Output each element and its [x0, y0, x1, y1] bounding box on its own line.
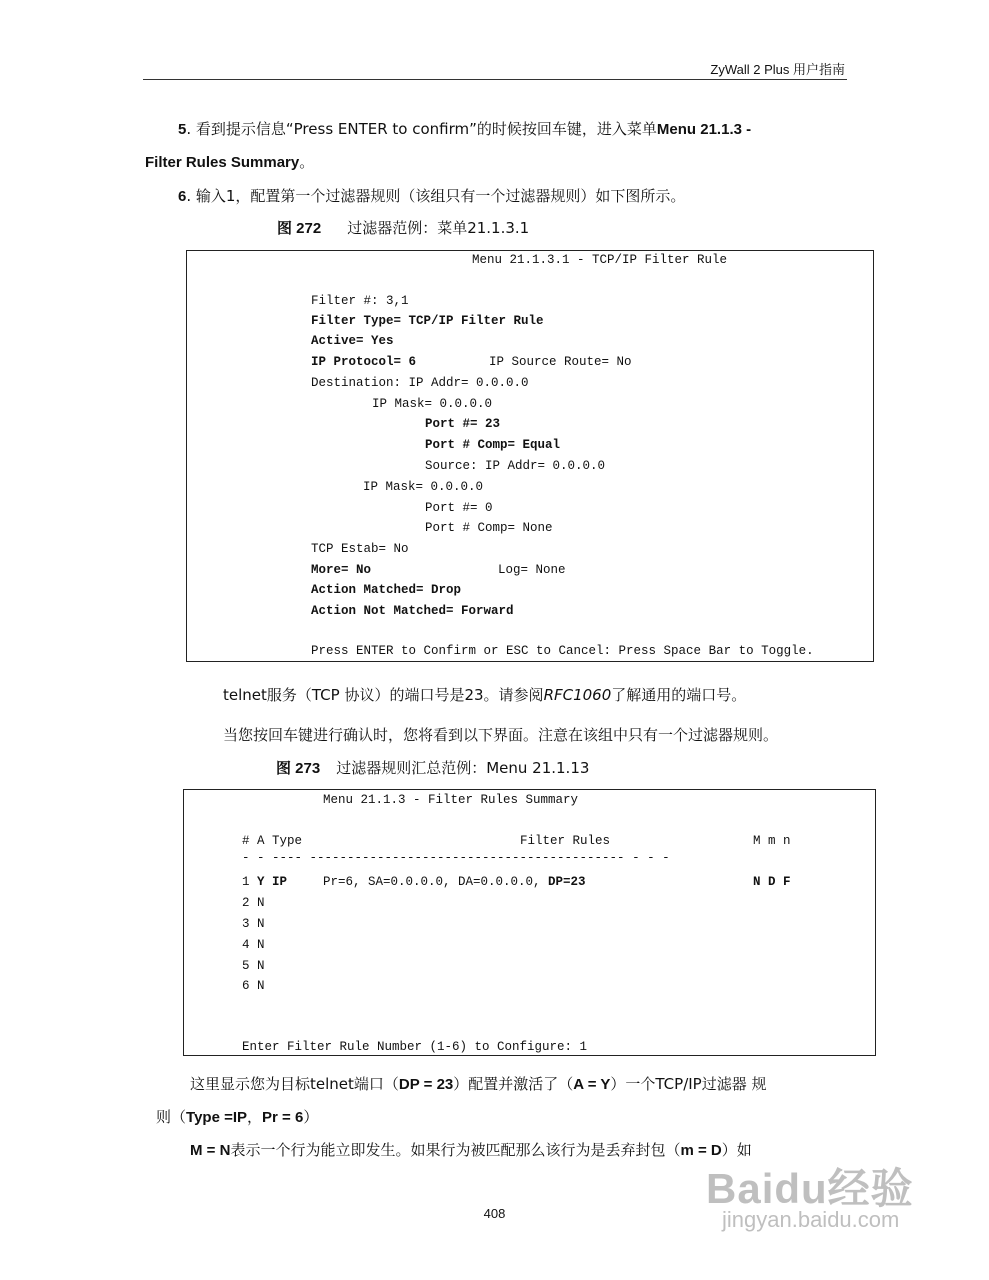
menu-screen-21-1-3-1 [186, 250, 874, 662]
step-6-text: . 输入1，配置第一个过滤器规则（该组只有一个过滤器规则）如下图所示。 [186, 187, 686, 205]
screen1-tcp-estab: TCP Estab= No [311, 542, 409, 556]
step-5 [178, 118, 751, 139]
screen2-col-m: M m n [753, 834, 791, 848]
para-summary-a: 这里显示您为目标telnet端口（ [190, 1075, 399, 1093]
watermark-logo-text: Baidu经验 [706, 1165, 914, 1212]
para-m-n-bold: M = N [190, 1142, 231, 1159]
para-m-d-bold: m = D [680, 1142, 722, 1159]
screen2-row-5: 5 N [242, 959, 265, 973]
step-5-end: 。 [299, 153, 315, 171]
screen1-source: Source: IP Addr= 0.0.0.0 [425, 459, 606, 473]
screen1-log: Log= None [498, 563, 566, 577]
screen1-action-matched: Action Matched= Drop [311, 583, 462, 597]
figure-273-label: 图 273 [276, 760, 321, 777]
figure-273-title: 过滤器规则汇总范例：Menu 21.1.13 [336, 759, 590, 777]
screen1-dest-mask: IP Mask= 0.0.0.0 [372, 397, 493, 411]
screen1-src-port-comp: Port # Comp= None [425, 521, 553, 535]
screen2-row-3: 3 N [242, 917, 265, 931]
screen1-prompt: Press ENTER to Confirm or ESC to Cancel: Press Space Bar to Toggle. [311, 644, 814, 658]
step-5-continued [145, 151, 314, 172]
screen2-row-1-dp: DP=23 [548, 875, 586, 889]
screen2-col-num-type: # A Type [242, 834, 303, 848]
screen1-more: More= No [311, 563, 372, 577]
para-summary-c: ）配置并激活了（ [453, 1075, 574, 1093]
step-6-number: 6 [178, 188, 187, 205]
screen1-dest-port: Port #= 23 [425, 417, 501, 431]
header-rule [143, 79, 847, 80]
para-summary-type: Type =IP [186, 1109, 248, 1126]
step-5-text: . 看到提示信息“Press ENTER to confirm”的时候按回车键，进入菜单 [186, 120, 657, 138]
para-telnet-text: telnet服务（TCP 协议）的端口号是23。请参阅 [223, 686, 544, 704]
screen2-row-1-rules: Pr=6, SA=0.0.0.0, DA=0.0.0.0, [323, 875, 541, 889]
menu-screen-21-1-3 [183, 789, 876, 1056]
screen2-dashes: - - ---- ------------------------------------------ - - - [242, 851, 670, 865]
page-header: ZyWall 2 Plus 用户指南 [710, 62, 845, 77]
screen2-row-2: 2 N [242, 896, 265, 910]
para-telnet [223, 684, 746, 705]
para-summary-g: ） [303, 1108, 319, 1126]
screen1-filter-num: Filter #: 3,1 [311, 294, 409, 308]
figure-272-caption [277, 217, 529, 238]
para-summary-d: ）一个TCP/IP过滤器 规 [610, 1075, 767, 1093]
screen2-col-filter-rules: Filter Rules [520, 834, 611, 848]
rfc-reference: RFC1060 [543, 686, 612, 704]
screen2-row-4: 4 N [242, 938, 265, 952]
para-summary-dp: DP = 23 [398, 1076, 454, 1093]
para-summary-continued [156, 1106, 318, 1127]
screen1-action-not-matched: Action Not Matched= Forward [311, 604, 514, 618]
screen1-title: Menu 21.1.3.1 - TCP/IP Filter Rule [472, 253, 728, 267]
screen2-prompt: Enter Filter Rule Number (1-6) to Configure: 1 [242, 1040, 588, 1054]
para-summary-f: ， [247, 1108, 263, 1126]
para-summary [190, 1073, 767, 1094]
para-confirm: 当您按回车键进行确认时，您将看到以下界面。注意在该组中只有一个过滤器规则。 [223, 726, 779, 744]
step-5-menu-name: Filter Rules Summary [145, 154, 300, 171]
para-summary-a-y: A = Y [573, 1076, 611, 1093]
para-summary-pr: Pr = 6 [262, 1109, 304, 1126]
figure-272-title: 过滤器范例：菜单21.1.3.1 [347, 219, 530, 237]
screen1-src-mask: IP Mask= 0.0.0.0 [363, 480, 484, 494]
screen1-filter-type: Filter Type= TCP/IP Filter Rule [311, 314, 544, 328]
para-m-n-text: 表示一个行为能立即发生。如果行为被匹配那么该行为是丢弃封包（ [230, 1141, 681, 1159]
screen1-src-port: Port #= 0 [425, 501, 493, 515]
page-number: 408 [483, 1206, 506, 1221]
para-m-end: ）如 [721, 1141, 752, 1159]
screen1-dest-port-comp: Port # Comp= Equal [425, 438, 561, 452]
screen2-title: Menu 21.1.3 - Filter Rules Summary [323, 793, 579, 807]
para-telnet-end: 了解通用的端口号。 [611, 686, 747, 704]
screen2-row-6: 6 N [242, 979, 265, 993]
figure-273-caption [276, 757, 589, 778]
screen2-row-1-flags: N D F [753, 875, 791, 889]
screen1-destination: Destination: IP Addr= 0.0.0.0 [311, 376, 529, 390]
watermark-url: jingyan.baidu.com [722, 1207, 900, 1232]
para-m-n [190, 1139, 752, 1160]
screen2-row-1-num: 1 [242, 875, 250, 889]
screen2-row-1-type: Y IP [257, 875, 288, 889]
screen1-ip-protocol: IP Protocol= 6 [311, 355, 417, 369]
step-6 [178, 185, 685, 206]
figure-272-label: 图 272 [277, 220, 322, 237]
screen1-active: Active= Yes [311, 334, 394, 348]
step-5-number: 5 [178, 121, 187, 138]
step-5-menu: Menu 21.1.3 - [656, 121, 752, 138]
screen1-ip-source-route: IP Source Route= No [489, 355, 632, 369]
para-summary-e: 则（ [156, 1108, 187, 1126]
